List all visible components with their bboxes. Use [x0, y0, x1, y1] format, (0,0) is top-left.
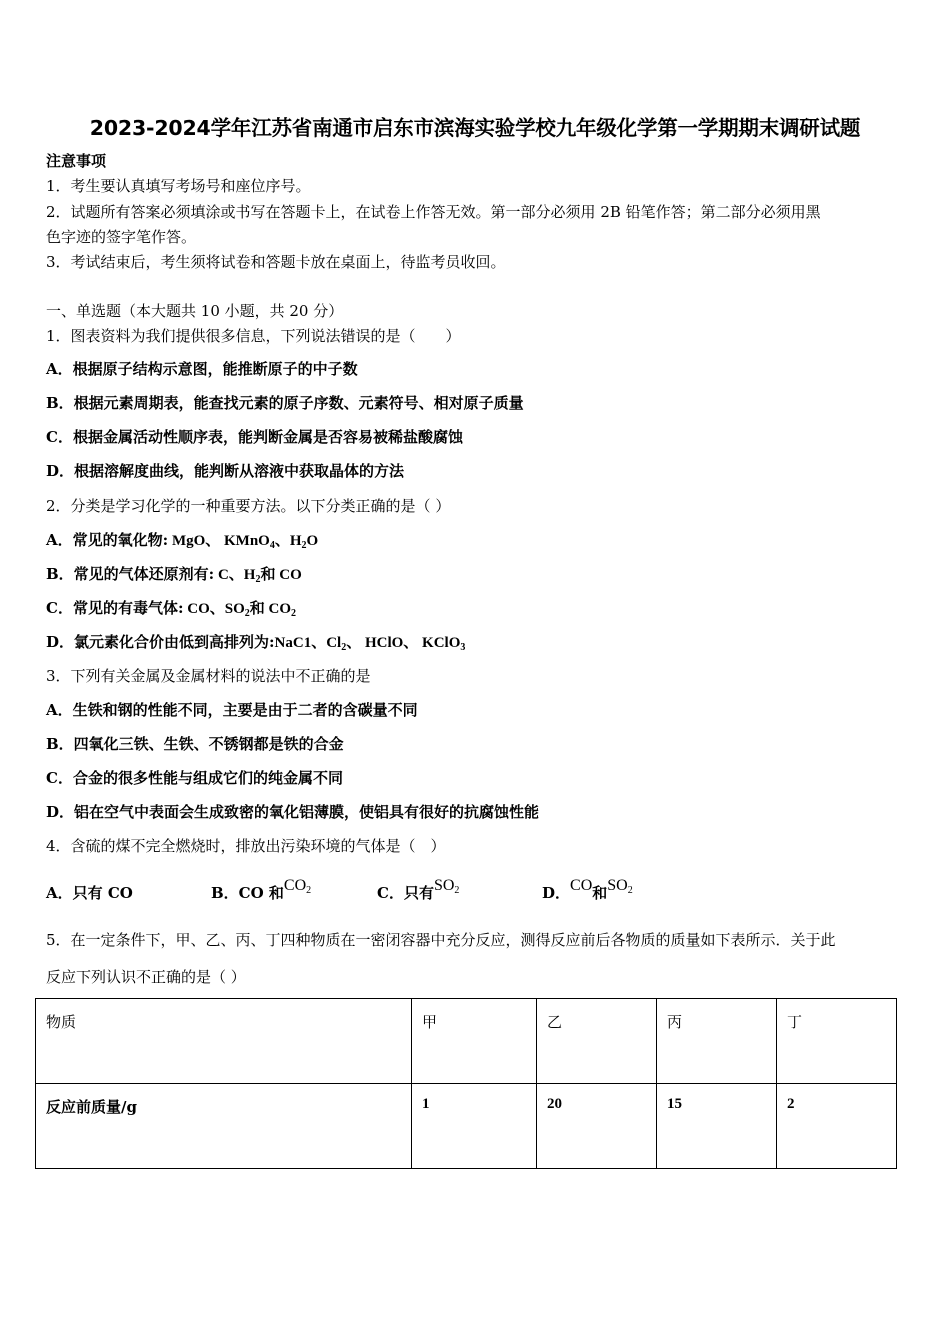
q3-option-d: D．铝在空气中表面会生成致密的氧化铝薄膜，使铝具有很好的抗腐蚀性能: [46, 803, 540, 821]
q3-option-c: C．合金的很多性能与组成它们的纯金属不同: [46, 769, 343, 787]
q2-option-a: [46, 530, 318, 551]
question-5-stem: 5．在一定条件下，甲、乙、丙、丁四种物质在一密闭容器中充分反应，测得反应前后各物质的质量如下表所示．关于此: [46, 931, 836, 949]
q2-option-b-label: B．常见的气体还原剂有:: [46, 565, 215, 583]
question-2-stem: 2．分类是学习化学的一种重要方法。以下分类正确的是（ ）: [46, 497, 451, 515]
q2-option-b-formula: C、$H_2$和 CO: [214, 567, 302, 585]
q4-option-d-formula-1: CO: [570, 877, 593, 894]
table-row: [36, 1084, 897, 1169]
q4-option-a: A．只有 CO: [46, 884, 133, 902]
q2-option-d-formula: NaC1、$Cl_2$、 HClO、 KClO$_3$: [274, 635, 466, 653]
q2-option-a-formula: MgO、 KMnO$_4$、$H_2O$: [168, 533, 319, 551]
q2-option-b: [46, 564, 302, 585]
q2-option-d: [46, 632, 465, 653]
q1-option-c: C．根据金属活动性顺序表，能判断金属是否容易被稀盐酸腐蚀: [46, 428, 463, 446]
q2-option-c: [46, 598, 296, 619]
q1-option-a: A．根据原子结构示意图，能推断原子的中子数: [46, 360, 358, 378]
q2-option-a-label: A．常见的氧化物:: [46, 531, 169, 549]
question-1-stem: 1．图表资料为我们提供很多信息，下列说法错误的是（ ）: [46, 327, 461, 345]
table-header-cell: 乙: [537, 999, 657, 1084]
table-header-cell: 甲: [412, 999, 537, 1084]
section-heading: 一、单选题（本大题共 10 小题，共 20 分）: [46, 302, 344, 320]
mass-table: [35, 998, 897, 1169]
table-header-cell: 物质: [36, 999, 412, 1084]
notice-item: 3．考试结束后，考生须将试卷和答题卡放在桌面上，待监考员收回。: [46, 253, 506, 271]
table-cell: 15: [657, 1084, 777, 1169]
notice-heading: 注意事项: [46, 152, 107, 170]
q2-option-d-label: D．氯元素化合价由低到高排列为:: [46, 633, 275, 651]
q1-option-d: D．根据溶解度曲线，能判断从溶液中获取晶体的方法: [46, 462, 405, 480]
q4-option-c: C．只有$SO_2$: [377, 877, 460, 902]
q4-option-b: B．CO 和$CO_2$: [211, 877, 312, 902]
page-title: 2023-2024学年江苏省南通市启东市滨海实验学校九年级化学第一学期期末调研试题: [89, 116, 861, 140]
table-header-cell: 丁: [777, 999, 897, 1084]
question-4-stem: 4．含硫的煤不完全燃烧时，排放出污染环境的气体是（ ）: [46, 837, 446, 855]
notice-item: 2．试题所有答案必须填涂或书写在答题卡上，在试卷上作答无效。第一部分必须用 2B 铅笔作答；第二部分必须用黑: [46, 203, 821, 221]
table-header-row: [36, 999, 897, 1084]
q3-option-a: A．生铁和钢的性能不同，主要是由于二者的含碳量不同: [46, 701, 418, 719]
table-header-cell: 丙: [657, 999, 777, 1084]
q4-option-b-formula: $CO_2$: [283, 877, 312, 896]
table-cell: 反应前质量/g: [36, 1084, 412, 1169]
q4-option-d: D．CO和$SO_2$: [542, 877, 633, 902]
q1-option-b: B．根据元素周期表，能查找元素的原子序数、元素符号、相对原子质量: [46, 394, 524, 412]
q4-option-d-formula-2: $SO_2$: [607, 877, 633, 896]
table-cell: 1: [412, 1084, 537, 1169]
q2-option-c-label: C．常见的有毒气体:: [46, 599, 184, 617]
notice-item: 1．考生要认真填写考场号和座位序号。: [46, 177, 311, 195]
table-cell: 2: [777, 1084, 897, 1169]
question-3-stem: 3．下列有关金属及金属材料的说法中不正确的是: [46, 667, 371, 685]
table-cell: 20: [537, 1084, 657, 1169]
question-5-stem-cont: 反应下列认识不正确的是（ ）: [46, 968, 246, 986]
q4-option-c-formula: $SO_2$: [433, 877, 460, 896]
q3-option-b: B．四氧化三铁、生铁、不锈钢都是铁的合金: [46, 735, 344, 753]
q2-option-c-formula: CO、$SO_2$和 $CO_2$: [183, 601, 297, 619]
notice-item: 色字迹的签字笔作答。: [46, 228, 197, 246]
